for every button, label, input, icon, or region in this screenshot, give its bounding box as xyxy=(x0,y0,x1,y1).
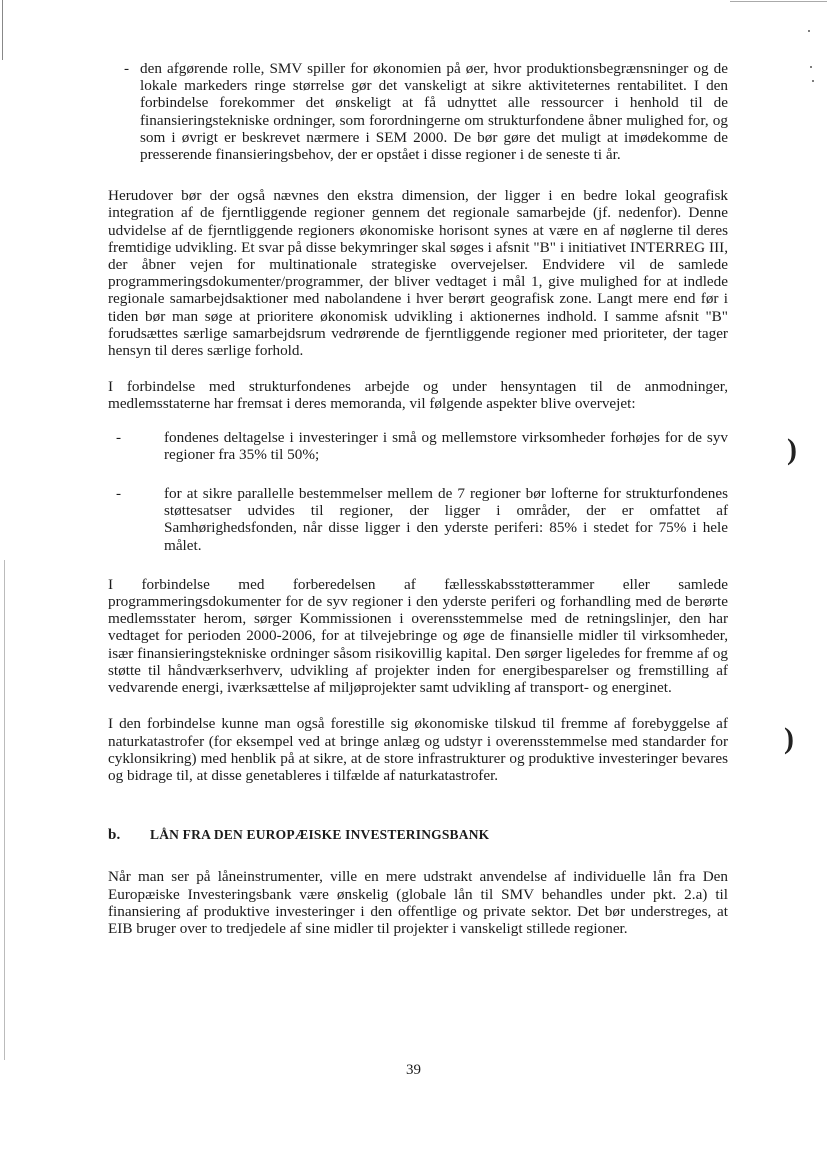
bullet-item xyxy=(108,485,728,554)
section-heading xyxy=(108,826,728,844)
bullet-list xyxy=(108,429,728,554)
section-number: b. xyxy=(108,827,121,844)
paragraph: I forbindelse med forberedelsen af fællesskabsstøtterammer eller samlede programmeringsdokumenter for de syv regioner i den yderste periferi og forhandling med de berørte medlemsstater herom, sørger Kommissionen i overensstemmelse med de retningslinjer, den har vedtaget for perioden 2000-2006, for at tilvejebringe og øge de finansielle midler til virksomheder, især finansieringstekniske ordninger såsom risikovillig kapital. Den sørger ligeledes for fremme af og støtte til håndværkserhverv, udvikling af projekter inden for energibesparelser og fremstilling af vedvarende energi, iværksættelse af miljøprojekter samt udvikling af transport- og energinet. xyxy=(108,575,728,697)
scan-edge xyxy=(2,0,3,60)
scan-speck xyxy=(810,66,812,68)
margin-mark: ) xyxy=(787,433,797,466)
section-title: LÅN FRA DEN EUROPÆISKE INVESTERINGSBANK xyxy=(150,827,490,843)
intro-item-text: den afgørende rolle, SMV spiller for økonomien på øer, hvor produktionsbegrænsninger og de lokale markeders ringe størrelse gør det vanskeligt at sikre aktiviteternes rentabilitet. I den forbindelse forekommer det ønskeligt at få udnyttet alle ressourcer i henhold til de finansieringstekniske ordninger, som forordningerne om strukturfondene åbner mulighed for, og som i øvrigt er beskrevet nærmere i SEM 2000. De bør gøre det muligt at imødekomme de presserende finansieringsbehov, der er opstået i disse regioner i de seneste ti år. xyxy=(140,60,728,164)
bullet-text: fondenes deltagelse i investeringer i små og mellemstore virksomheder forhøjes for de syv regioner fra 35% til 50%; xyxy=(164,428,728,463)
paragraph: Herudover bør der også nævnes den ekstra dimension, der ligger i en bedre lokal geografisk integration af de fjerntliggende regioner gennem det regionale samarbejde (jf. nedenfor). Denne udvidelse af de fjerntliggende regioners økonomiske horisont synes at være en af nøglerne til deres fremtidige udvikling. Et svar på disse bekymringer skal søges i afsnit "B" i initiativet INTERREG III, der åbner vejen for multinationale strategiske overvejelser. Endvidere vil de samlede programmeringsdokumenter/programmer, der bliver vedtaget i mål 1, give mulighed for at indlede regionale samarbejdsaktioner med nabolandene i hver berørt geografisk zone. Langt mere end før i tiden bør man søge at prioritere økonomisk udvikling i aktionernes indhold. I samme afsnit "B" forudsættes særlige samarbejdsrum vedrørende de fjerntliggende regioner med prioriteter, der tager hensyn til deres særlige forhold. xyxy=(108,187,728,360)
paragraph: I den forbindelse kunne man også forestille sig økonomiske tilskud til fremme af forebyggelse af naturkatastrofer (for eksempel ved at bringe anlæg og udstyr i overensstemmelse med standarder for cyklonsikring) med henblik på at sikre, at de store infrastrukturer og produktive investeringer bevares og bidrage til, at disse genetableres i tilfælde af naturkatastrofer. xyxy=(108,715,728,784)
list-dash: - xyxy=(116,485,122,503)
document-body xyxy=(108,60,728,937)
bullet-text: for at sikre parallelle bestemmelser mellem de 7 regioner bør lofterne for strukturfondenes støttesatser udvides til regioner, der ligger i områder, der er omfattet af Samhørighedsfonden, når disse ligger i den yderste periferi: 85% i stedet for 75% i hele målet. xyxy=(164,485,728,554)
scan-edge xyxy=(730,1,827,2)
intro-list-item xyxy=(108,60,728,163)
paragraph: Når man ser på låneinstrumenter, ville en mere udstrakt anvendelse af individuelle lån fra Den Europæiske Investeringsbank være ønskelig (globale lån til SMV behandles under pkt. 2.a) til finansiering af produktive investeringer i den offentlige og private sektor. Det bør understreges, at EIB bruger over to tredjedele af sine midler til projekter i vanskeligt stillede regioner. xyxy=(108,868,728,937)
list-dash: - xyxy=(124,60,130,77)
scan-edge xyxy=(4,560,5,1060)
bullet-item xyxy=(108,429,728,463)
list-dash: - xyxy=(116,428,122,446)
margin-mark: ) xyxy=(784,722,794,755)
paragraph: I forbindelse med strukturfondenes arbejde og under hensyntagen til de anmodninger, medlemsstaterne har fremsat i deres memoranda, vil følgende aspekter blive overvejet: xyxy=(108,378,728,413)
scan-speck xyxy=(808,30,810,32)
page-number: 39 xyxy=(406,1062,421,1078)
scan-speck xyxy=(812,80,814,82)
